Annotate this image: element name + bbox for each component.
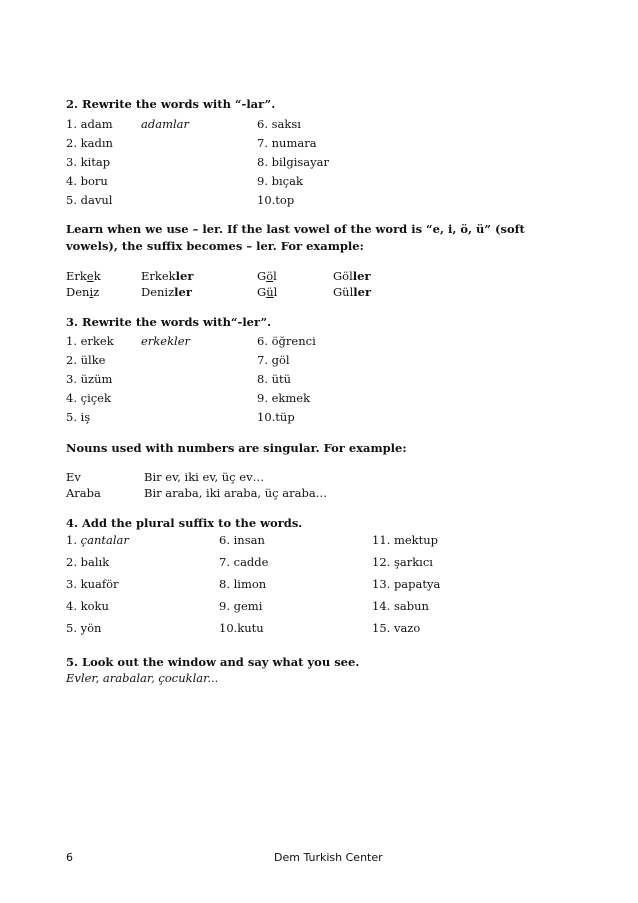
ex3-answer: erkekler (141, 334, 191, 348)
ex2-item: 6. saksı (257, 117, 301, 131)
exercise-5-title: 5. Look out the window and say what you see. (66, 655, 360, 669)
rule-example-word: Erkek (66, 269, 101, 283)
numbers-example-word: Araba (66, 486, 101, 500)
ex2-item: 10.top (257, 193, 295, 207)
ex3-item: 10.tüp (257, 410, 295, 424)
ex2-item: 9. bıçak (257, 174, 303, 188)
numbers-example-word: Ev (66, 470, 81, 484)
ex4-item: 10.kutu (219, 621, 264, 635)
rule-example-plural: Denizler (141, 285, 192, 299)
ex3-item: 8. ütü (257, 372, 292, 386)
ex3-item: 6. öğrenci (257, 334, 316, 348)
ex4-item: 14. sabun (372, 599, 429, 613)
ex3-item: 5. iş (66, 410, 91, 424)
ex2-item: 7. numara (257, 136, 317, 150)
ex4-item: 2. balık (66, 555, 110, 569)
rule-example-plural: Erkekler (141, 269, 194, 283)
rule-example-plural: Göller (333, 269, 371, 283)
vowel-harmony-rule: Learn when we use – ler. If the last vowel of the word is “e, i, ö, ü” (soft vowels), the suffix becomes – ler. For example: (66, 222, 525, 253)
ex2-answer: adamlar (141, 117, 190, 131)
ex2-item: 4. boru (66, 174, 108, 188)
ex4-item: 8. limon (219, 577, 267, 591)
ex3-item: 4. çiçek (66, 391, 111, 405)
ex4-item: 3. kuaför (66, 577, 119, 591)
ex4-item: 6. insan (219, 533, 265, 547)
ex2-item: 1. adam (66, 117, 113, 131)
ex4-item: 5. yön (66, 621, 102, 635)
ex2-item: 3. kitap (66, 155, 111, 169)
ex2-item: 8. bilgisayar (257, 155, 329, 169)
numbers-example-phrase: Bir araba, iki araba, üç araba… (144, 486, 328, 500)
numbers-rule-title: Nouns used with numbers are singular. For example: (66, 441, 407, 455)
exercise-4-title: 4. Add the plural suffix to the words. (66, 516, 303, 530)
rule-example-word: Deniz (66, 285, 100, 299)
ex3-item: 7. göl (257, 353, 290, 367)
exercise-3-title: 3. Rewrite the words with“-ler”. (66, 315, 272, 329)
rule-example-word: Göl (257, 269, 277, 283)
ex3-item: 3. üzüm (66, 372, 113, 386)
ex4-item: 12. şarkıcı (372, 555, 433, 569)
ex5-answer: Evler, arabalar, çocuklar... (66, 671, 219, 685)
ex3-item: 2. ülke (66, 353, 106, 367)
ex3-item: 1. erkek (66, 334, 114, 348)
ex4-item: 15. vazo (372, 621, 421, 635)
ex4-item: 13. papatya (372, 577, 441, 591)
ex4-item: 4. koku (66, 599, 109, 613)
exercise-2-title: 2. Rewrite the words with “-lar”. (66, 97, 276, 111)
ex2-item: 2. kadın (66, 136, 113, 150)
rule-example-plural: Güller (333, 285, 372, 299)
ex3-item: 9. ekmek (257, 391, 311, 405)
page-number: 6 (66, 851, 73, 864)
ex4-item: 9. gemi (219, 599, 263, 613)
footer-center-text: Dem Turkish Center (274, 851, 383, 864)
ex4-item: 11. mektup (372, 533, 439, 547)
ex4-item: 7. cadde (219, 555, 269, 569)
rule-example-word: Gül (257, 285, 278, 299)
numbers-example-phrase: Bir ev, iki ev, üç ev… (144, 470, 265, 484)
ex4-item: 1. çantalar (66, 533, 129, 547)
ex2-item: 5. davul (66, 193, 113, 207)
